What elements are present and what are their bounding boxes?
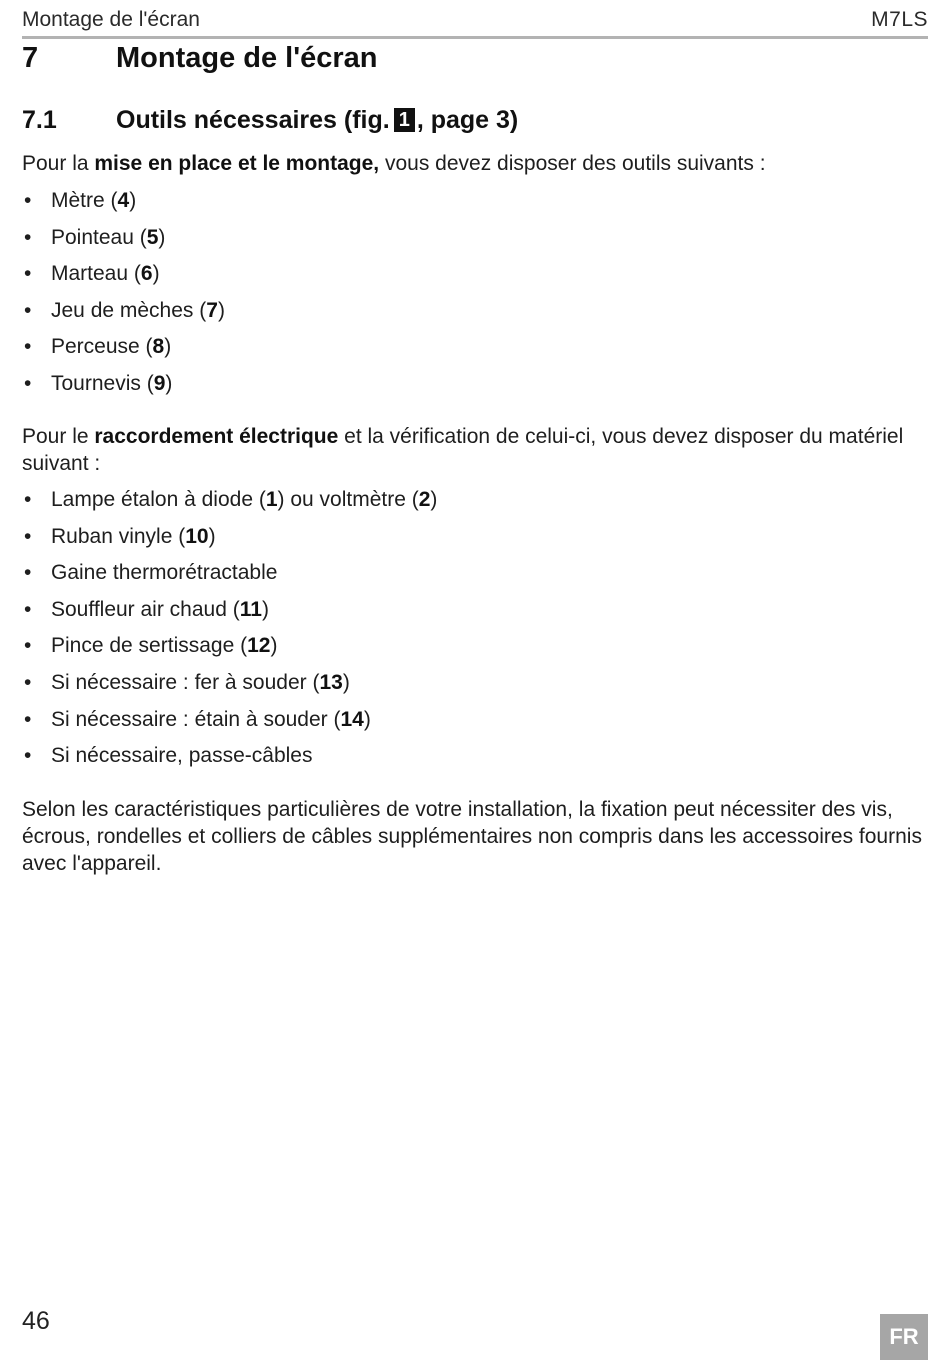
bullet: • — [24, 634, 32, 658]
language-badge: FR — [880, 1314, 928, 1360]
electric-intro-emphasis: raccordement électrique — [94, 425, 339, 448]
list-item: • Pointeau (5) — [24, 225, 166, 249]
bullet: • — [24, 189, 32, 212]
tools-intro-emphasis: mise en place et le montage, — [94, 152, 380, 175]
bullet: • — [24, 561, 32, 585]
page-number: 46 — [22, 1307, 50, 1335]
page-header — [22, 6, 928, 39]
electric-intro-paragraph: Pour le raccordement électrique et la vérification de celui-ci, vous devez disposer du matériel suivant : — [22, 425, 904, 475]
bullet: • — [24, 335, 32, 359]
tools-list — [22, 187, 225, 407]
bullet: • — [24, 670, 32, 694]
tools-intro-paragraph: Pour la mise en place et le montage, vous devez disposer des outils suivants : — [22, 152, 766, 175]
bullet: • — [24, 298, 32, 322]
section-heading — [22, 42, 378, 75]
closing-paragraph: Selon les caractéristiques particulières de votre installation, la fixation peut nécessiter des vis, écrous, rondelles et colliers de câbles supplémentaires non compris dans les accessoires fournis avec l'appareil. — [22, 798, 922, 875]
bullet: • — [24, 371, 32, 395]
subsection-title-end: , page 3) — [416, 106, 519, 134]
list-item: • Jeu de mèches (7) — [24, 298, 225, 322]
list-item: • Si nécessaire, passe-câbles — [24, 744, 313, 768]
subsection-heading — [22, 106, 518, 135]
bullet: • — [24, 597, 32, 621]
list-item: • Pince de sertissage (12) — [24, 634, 278, 658]
running-header-model: M7LS — [871, 8, 928, 31]
bullet: • — [24, 225, 32, 249]
list-item: • Si nécessaire : étain à souder (14) — [24, 707, 371, 731]
list-item: • Gaine thermorétractable — [24, 561, 278, 585]
subsection-number: 7.1 — [22, 106, 57, 134]
list-item: • Lampe étalon à diode (1) ou voltmètre (2) — [24, 488, 438, 511]
figure-number-badge: 1 — [394, 108, 415, 132]
running-header-section: Montage de l'écran — [22, 8, 200, 31]
materials-list — [22, 486, 437, 779]
subsection-title-start: Outils nécessaires (fig. — [116, 106, 390, 134]
list-item: • Ruban vinyle (10) — [24, 524, 216, 548]
list-item: • Marteau (6) — [24, 262, 160, 286]
list-item: • Si nécessaire : fer à souder (13) — [24, 670, 350, 694]
list-item: • Souffleur air chaud (11) — [24, 597, 269, 621]
bullet: • — [24, 744, 32, 768]
list-item: • Tournevis (9) — [24, 371, 173, 395]
bullet: • — [24, 524, 32, 548]
bullet: • — [24, 488, 32, 511]
bullet: • — [24, 262, 32, 286]
bullet: • — [24, 707, 32, 731]
list-item: • Mètre (4) — [24, 189, 137, 212]
list-item: • Perceuse (8) — [24, 335, 172, 359]
section-number: 7 — [22, 42, 39, 74]
section-title: Montage de l'écran — [116, 42, 378, 74]
